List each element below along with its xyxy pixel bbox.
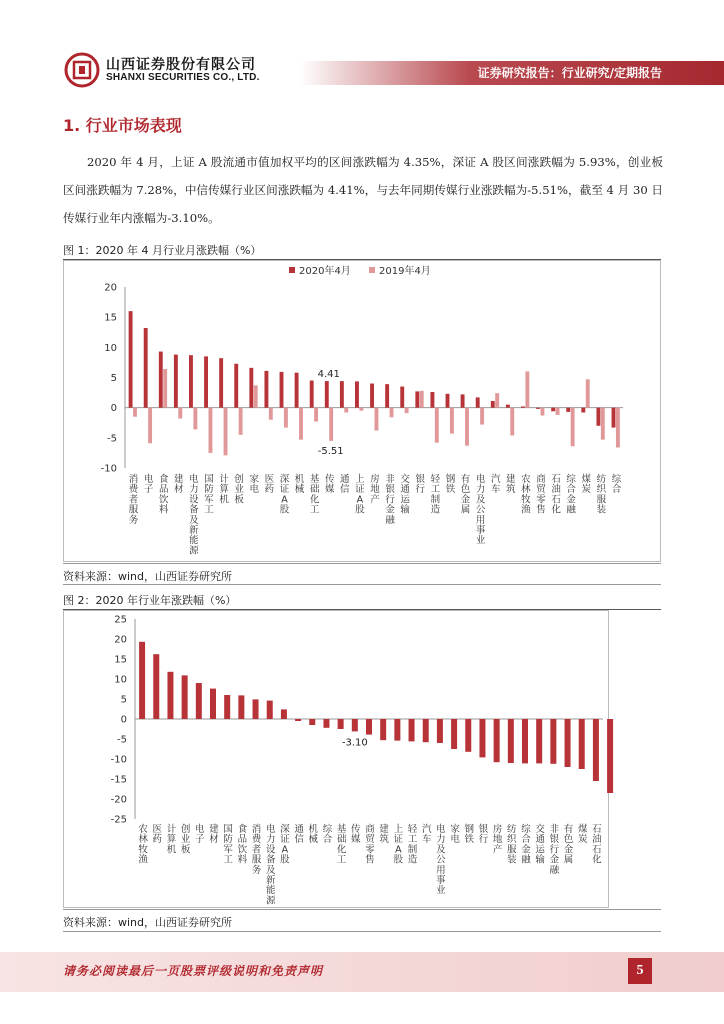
bar-2-机械 bbox=[299, 408, 303, 440]
bar-1-农林牧渔 bbox=[139, 642, 145, 719]
bar-1-计算机 bbox=[219, 358, 223, 407]
y-tick-label: -10 bbox=[100, 463, 117, 475]
x-tick-label: 煤炭 bbox=[577, 824, 588, 846]
bar-1-通信 bbox=[295, 719, 301, 721]
x-tick-label: 上证 A 股 bbox=[355, 474, 365, 516]
bar-1-汽车 bbox=[491, 401, 495, 408]
x-tick-label: 电子 bbox=[143, 474, 154, 496]
legend-label-2: 2019年4月 bbox=[379, 266, 431, 277]
x-tick-label: 国防军工 bbox=[204, 474, 214, 516]
figure2-chart bbox=[63, 610, 661, 908]
x-tick-label: 钢铁 bbox=[445, 474, 456, 496]
bar-2-银行 bbox=[420, 391, 424, 408]
x-tick-label: 家电 bbox=[249, 474, 260, 496]
x-tick-label: 电力设备及新能源 bbox=[189, 474, 199, 557]
bar-1-机械 bbox=[295, 373, 299, 408]
bar-2-计算机 bbox=[224, 408, 228, 456]
bar-1-食品饮料 bbox=[159, 352, 163, 408]
x-tick-label: 综合金融 bbox=[566, 474, 576, 516]
bar-2-钢铁 bbox=[450, 408, 454, 434]
x-tick-label: 传媒 bbox=[351, 824, 361, 846]
bar-2-综合 bbox=[616, 408, 620, 448]
x-tick-label: 深证 A 股 bbox=[279, 474, 290, 516]
x-tick-label: 综合 bbox=[322, 824, 333, 846]
bar-2-国防军工 bbox=[209, 408, 213, 453]
figure1-caption: 图 1：2020 年 4 月行业月涨跌幅（%） bbox=[63, 244, 262, 257]
bar-2-综合金融 bbox=[571, 408, 575, 447]
bar-2-有色金属 bbox=[465, 408, 469, 446]
bar-1-消费者服务 bbox=[129, 311, 133, 408]
bar-1-基础化工 bbox=[310, 381, 314, 408]
figure1-chart bbox=[63, 260, 661, 562]
x-tick-label: 建筑 bbox=[506, 474, 516, 496]
figure2-source: 资料来源：wind，山西证券研究所 bbox=[63, 916, 233, 929]
x-tick-label: 机械 bbox=[294, 474, 305, 496]
bar-2-建材 bbox=[178, 408, 182, 419]
bar-1-商贸零售 bbox=[366, 719, 372, 735]
bar-1-电力及公用事业 bbox=[476, 397, 480, 407]
bar-1-纺织服装 bbox=[596, 408, 600, 426]
x-tick-label: 汽车 bbox=[490, 474, 501, 496]
bar-1-消费者服务 bbox=[253, 699, 259, 719]
x-tick-label: 汽车 bbox=[421, 824, 432, 846]
bar-1-有色金属 bbox=[565, 719, 571, 767]
x-tick-label: 电力及公用事业 bbox=[475, 474, 486, 547]
bar-2-创业板 bbox=[239, 408, 243, 435]
bar-2-轻工制造 bbox=[435, 408, 439, 443]
x-tick-label: 家电 bbox=[450, 824, 460, 846]
x-tick-label: 商贸零售 bbox=[536, 474, 546, 516]
x-tick-label: 计算机 bbox=[219, 474, 229, 506]
bar-1-深证A股 bbox=[281, 709, 287, 719]
bar-1-医药 bbox=[264, 371, 268, 408]
bar-1-综合金融 bbox=[522, 719, 528, 763]
bar-1-传媒 bbox=[325, 381, 329, 408]
bar-2-交通运输 bbox=[405, 408, 409, 413]
y-tick-label: 10 bbox=[104, 342, 117, 354]
page-number: 5 bbox=[628, 958, 652, 984]
bar-1-钢铁 bbox=[446, 394, 450, 408]
x-tick-label: 通信 bbox=[340, 474, 350, 496]
y-tick-label: 10 bbox=[114, 674, 127, 686]
bar-1-纺织服装 bbox=[508, 719, 514, 763]
footer-disclaimer: 请务必阅读最后一页股票评级说明和免责声明 bbox=[63, 964, 324, 978]
bar-1-电子 bbox=[196, 683, 202, 719]
bar-1-创业板 bbox=[182, 675, 188, 719]
x-tick-label: 非银行金融 bbox=[385, 474, 395, 526]
x-tick-label: 通信 bbox=[294, 824, 304, 846]
data-label-2019: -5.51 bbox=[317, 445, 344, 457]
bar-2-房地产 bbox=[375, 408, 379, 431]
bar-1-商贸零售 bbox=[536, 408, 540, 409]
bar-2-通信 bbox=[344, 408, 348, 413]
bar-1-食品饮料 bbox=[238, 695, 244, 719]
x-tick-label: 创业板 bbox=[180, 824, 191, 856]
x-tick-label: 石油石化 bbox=[592, 824, 602, 866]
bar-2-纺织服装 bbox=[601, 408, 605, 440]
bar-2-煤炭 bbox=[586, 379, 590, 407]
bar-1-综合 bbox=[323, 719, 329, 728]
x-tick-label: 建材 bbox=[174, 474, 184, 496]
bar-1-电力设备及新能源 bbox=[267, 701, 273, 719]
y-tick-label: -5 bbox=[117, 734, 127, 746]
bar-1-建材 bbox=[210, 689, 216, 719]
bar-1-有色金属 bbox=[461, 394, 465, 407]
bar-1-建筑 bbox=[380, 719, 386, 740]
bar-1-轻工制造 bbox=[430, 392, 434, 408]
bar-1-石油石化 bbox=[593, 719, 599, 781]
bar-1-交通运输 bbox=[400, 387, 404, 408]
bar-2-基础化工 bbox=[314, 408, 318, 422]
bar-2-建筑 bbox=[510, 408, 514, 436]
bar-1-建筑 bbox=[506, 405, 510, 408]
y-tick-label: 20 bbox=[104, 282, 117, 294]
bar-2-传媒 bbox=[329, 408, 333, 441]
bar-1-创业板 bbox=[234, 364, 238, 408]
x-tick-label: 上证 A 股 bbox=[393, 824, 404, 866]
section-title: 1. 行业市场表现 bbox=[63, 116, 182, 135]
x-tick-label: 医药 bbox=[152, 824, 163, 846]
bar-2-电子 bbox=[148, 408, 152, 444]
y-tick-label: 0 bbox=[110, 403, 117, 415]
data-label-2020: 4.41 bbox=[317, 369, 340, 381]
bar-1-综合 bbox=[612, 408, 616, 428]
company-name-en: SHANXI SECURITIES CO., LTD. bbox=[106, 72, 260, 83]
bar-1-计算机 bbox=[167, 672, 173, 719]
y-tick-label: 0 bbox=[120, 714, 127, 726]
x-tick-label: 房地产 bbox=[492, 824, 503, 856]
bar-1-家电 bbox=[249, 368, 253, 408]
bar-1-非银行金融 bbox=[550, 719, 556, 764]
report-type: 证券研究报告：行业研究/定期报告 bbox=[477, 66, 662, 80]
x-tick-label: 食品饮料 bbox=[237, 824, 248, 866]
figure1-source-rule bbox=[63, 584, 661, 585]
bar-2-食品饮料 bbox=[163, 369, 167, 408]
x-tick-label: 医药 bbox=[264, 474, 275, 496]
bar-1-上证A股 bbox=[394, 719, 400, 741]
x-tick-label: 电子 bbox=[195, 824, 205, 846]
x-tick-label: 有色金属 bbox=[460, 474, 471, 516]
x-tick-label: 建筑 bbox=[379, 824, 389, 846]
legend-swatch-1 bbox=[289, 267, 295, 273]
bar-1-建材 bbox=[174, 355, 178, 408]
x-tick-label: 石油石化 bbox=[551, 474, 561, 516]
bar-1-家电 bbox=[451, 719, 457, 749]
bar-2-电力及公用事业 bbox=[480, 408, 484, 425]
x-tick-label: 基础化工 bbox=[336, 824, 347, 866]
bar-2-商贸零售 bbox=[541, 408, 545, 416]
x-tick-label: 国防军工 bbox=[223, 824, 233, 866]
x-tick-label: 建材 bbox=[209, 824, 219, 846]
bar-2-上证A股 bbox=[359, 408, 363, 411]
bar-1-国防军工 bbox=[224, 695, 230, 719]
bar-2-汽车 bbox=[495, 393, 499, 407]
bar-1-石油石化 bbox=[551, 408, 555, 412]
bar-1-综合金融 bbox=[566, 408, 570, 412]
bar-1-轻工制造 bbox=[409, 719, 415, 741]
y-tick-label: 5 bbox=[110, 373, 117, 384]
bar-1-煤炭 bbox=[579, 719, 585, 769]
y-tick-label: -20 bbox=[110, 794, 127, 806]
y-tick-label: 5 bbox=[120, 694, 127, 706]
figure1-bottom-rule bbox=[63, 563, 661, 564]
y-tick-label: -25 bbox=[110, 814, 127, 826]
figure2-bottom-rule bbox=[63, 909, 661, 910]
x-tick-label: 基础化工 bbox=[309, 474, 320, 516]
figure2-caption: 图 2：2020 年行业年涨跌幅（%） bbox=[63, 594, 237, 607]
x-tick-label: 食品饮料 bbox=[158, 474, 169, 516]
x-tick-label: 消费者服务 bbox=[128, 474, 139, 526]
x-tick-label: 传媒 bbox=[324, 474, 335, 496]
bar-1-房地产 bbox=[370, 384, 374, 408]
x-tick-label: 计算机 bbox=[166, 824, 177, 856]
data-label-2020: -3.10 bbox=[341, 737, 368, 749]
x-tick-label: 有色金属 bbox=[563, 824, 574, 866]
x-tick-label: 银行 bbox=[478, 824, 489, 846]
y-tick-label: 20 bbox=[114, 634, 127, 646]
bar-1-电力及公用事业 bbox=[437, 719, 443, 743]
bar-1-电力设备及新能源 bbox=[189, 355, 193, 407]
bar-2-消费者服务 bbox=[133, 408, 137, 417]
x-tick-label: 煤炭 bbox=[581, 474, 592, 496]
bar-1-银行 bbox=[479, 719, 485, 757]
x-tick-label: 综合 bbox=[611, 474, 622, 496]
bar-1-深证A股 bbox=[280, 372, 284, 408]
y-tick-label: 15 bbox=[104, 312, 117, 324]
bar-1-农林牧渔 bbox=[521, 406, 525, 407]
x-tick-label: 银行 bbox=[415, 474, 426, 496]
x-tick-label: 机械 bbox=[308, 824, 319, 846]
x-tick-label: 交通运输 bbox=[400, 474, 410, 516]
y-tick-label: 25 bbox=[114, 614, 127, 626]
y-tick-label: -10 bbox=[110, 754, 127, 766]
x-tick-label: 综合金融 bbox=[521, 824, 531, 866]
bar-1-医药 bbox=[153, 654, 159, 719]
bar-1-钢铁 bbox=[465, 719, 471, 752]
x-tick-label: 房地产 bbox=[370, 474, 380, 506]
bar-1-交通运输 bbox=[536, 719, 542, 763]
bar-2-深证A股 bbox=[284, 408, 288, 428]
x-tick-label: 纺织服装 bbox=[596, 474, 607, 516]
bar-1-煤炭 bbox=[581, 408, 585, 413]
x-tick-label: 轻工制造 bbox=[407, 824, 418, 866]
bar-2-电力设备及新能源 bbox=[193, 408, 197, 430]
x-tick-label: 非银行金融 bbox=[549, 824, 560, 876]
bar-1-undefined bbox=[607, 719, 613, 793]
bar-1-银行 bbox=[415, 391, 419, 407]
y-tick-label: -5 bbox=[107, 433, 117, 445]
bar-1-通信 bbox=[340, 381, 344, 408]
y-tick-label: -15 bbox=[110, 774, 127, 786]
page-header bbox=[0, 0, 724, 92]
bar-2-非银行金融 bbox=[390, 408, 394, 418]
bar-2-医药 bbox=[269, 408, 273, 420]
bar-1-汽车 bbox=[423, 719, 429, 742]
company-name-cn: 山西证券股份有限公司 bbox=[106, 57, 256, 73]
x-tick-label: 深证 A 股 bbox=[280, 824, 290, 866]
bar-1-传媒 bbox=[352, 719, 358, 731]
y-tick-label: 15 bbox=[114, 654, 127, 666]
x-tick-label: 轻工制造 bbox=[430, 474, 441, 516]
figure2-source-rule bbox=[63, 931, 661, 932]
bar-2-石油石化 bbox=[556, 408, 560, 415]
bar-1-非银行金融 bbox=[385, 384, 389, 408]
bar-1-房地产 bbox=[494, 719, 500, 762]
body-paragraph: 2020 年 4 月，上证 A 股流通市值加权平均的区间涨跌幅为 4.35%，深证 A 股区间涨跌幅为 5.93%，创业板区间涨跌幅为 7.28%，中信传媒行业区间涨跌幅为 4.41%，与去年同期传媒行业涨跌幅为-5.51%，截至 4 月 30 日传媒行业年内涨幅为-3.10%。 bbox=[63, 155, 663, 225]
x-tick-label: 纺织服装 bbox=[507, 824, 517, 866]
bar-1-基础化工 bbox=[338, 719, 344, 729]
bar-1-机械 bbox=[309, 719, 315, 725]
x-tick-label: 电力设备及新能源 bbox=[265, 824, 276, 907]
bar-1-上证A股 bbox=[355, 381, 359, 407]
bar-1-电子 bbox=[144, 328, 148, 408]
x-tick-label: 消费者服务 bbox=[251, 824, 262, 876]
bar-2-农林牧渔 bbox=[525, 371, 529, 407]
x-tick-label: 钢铁 bbox=[464, 824, 475, 846]
x-tick-label: 农林牧渔 bbox=[138, 824, 148, 866]
bar-1-国防军工 bbox=[204, 356, 208, 407]
x-tick-label: 交通运输 bbox=[535, 824, 545, 866]
company-logo-icon bbox=[64, 52, 100, 88]
legend-swatch-2 bbox=[369, 267, 375, 273]
x-tick-label: 电力及公用事业 bbox=[436, 824, 446, 897]
figure1-source: 资料来源：wind，山西证券研究所 bbox=[63, 570, 233, 583]
bar-2-家电 bbox=[254, 385, 258, 407]
legend-label-1: 2020年4月 bbox=[299, 266, 351, 277]
x-tick-label: 商贸零售 bbox=[365, 824, 375, 866]
x-tick-label: 创业板 bbox=[234, 474, 244, 506]
x-tick-label: 农林牧渔 bbox=[521, 474, 531, 516]
